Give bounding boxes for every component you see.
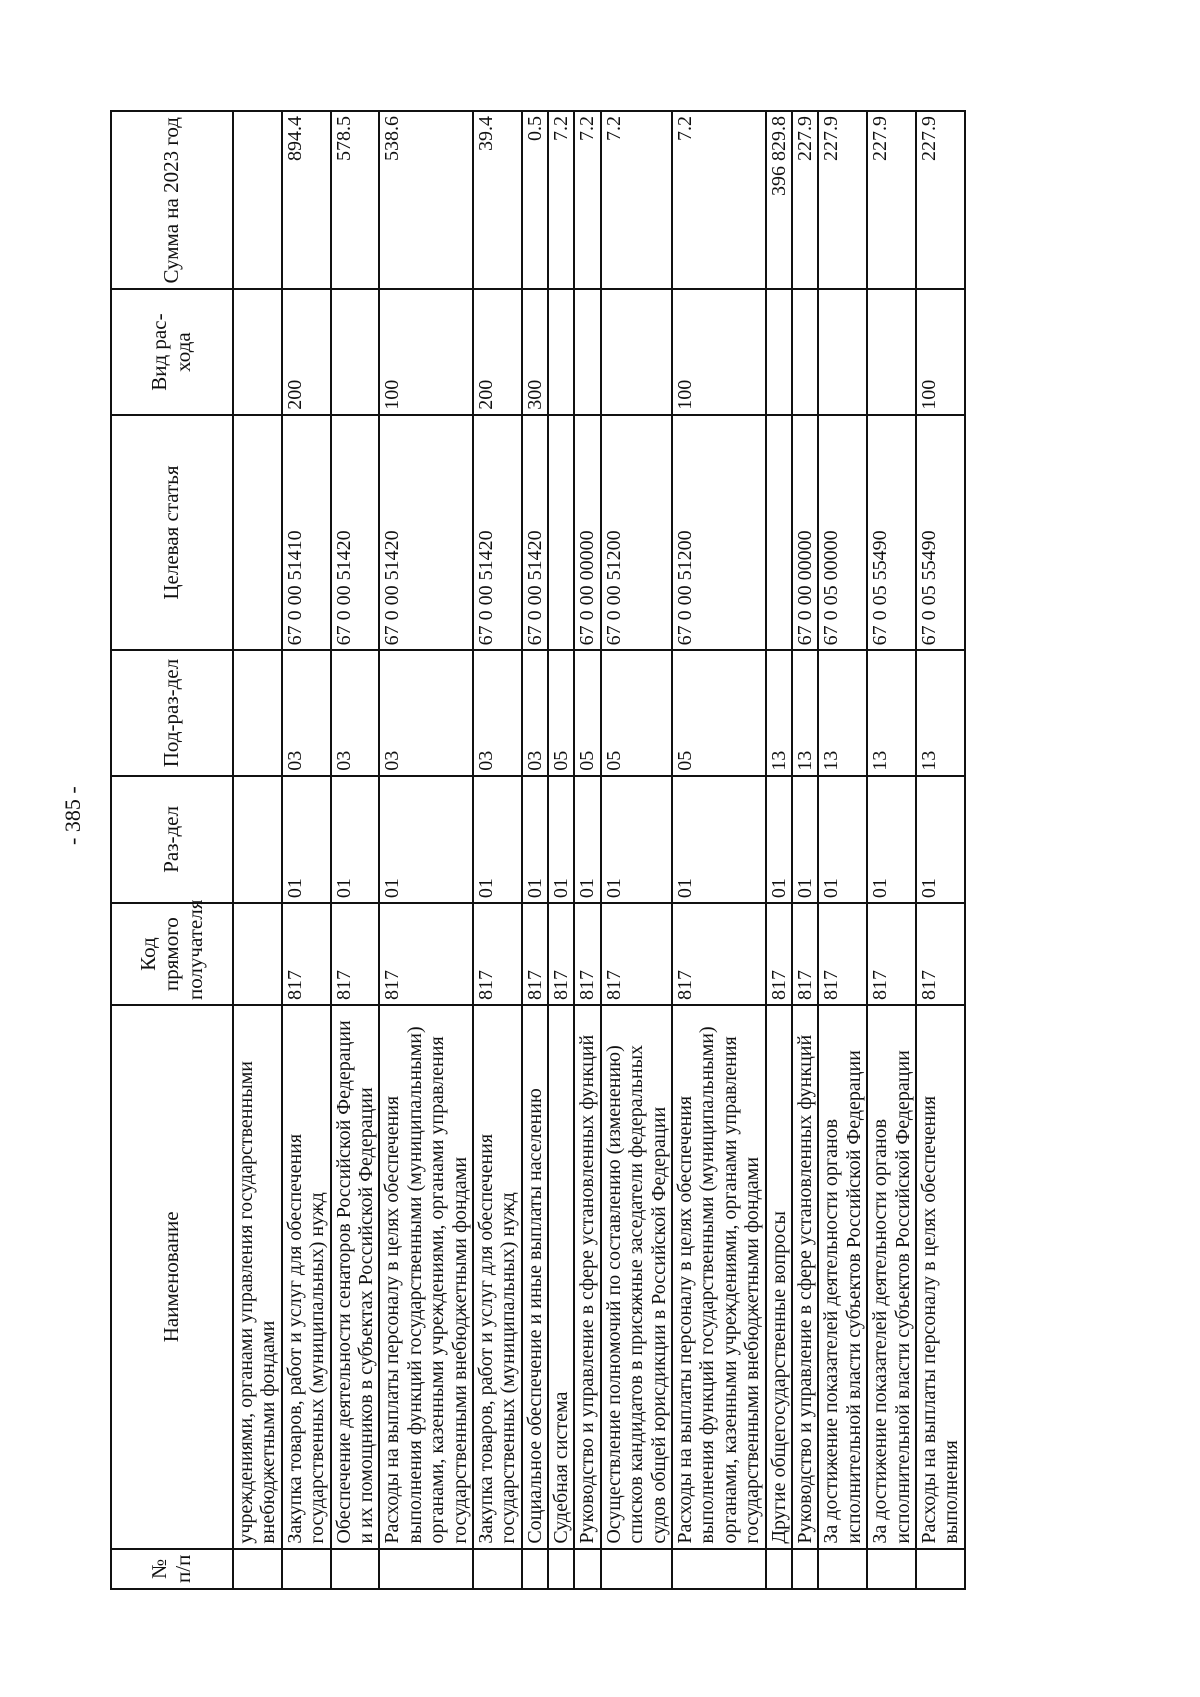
cell-sum: 227.9 — [792, 111, 818, 289]
cell-code: 817 — [282, 903, 331, 1005]
cell-name: За достижение показателей деятельности органов исполнительной власти субъектов Российской Федерации — [867, 1005, 916, 1549]
cell-vid: 200 — [473, 289, 522, 414]
cell-code: 817 — [379, 903, 473, 1005]
cell-razdel: 01 — [379, 776, 473, 903]
table-row — [574, 111, 600, 1589]
cell-vid — [818, 289, 867, 414]
cell-sum: 538.6 — [379, 111, 473, 289]
table-row — [473, 111, 522, 1589]
cell-num — [766, 1549, 792, 1589]
cell-sum: 227.9 — [916, 111, 965, 289]
table-row — [233, 111, 282, 1589]
table-row — [916, 111, 965, 1589]
cell-podrazdel: 05 — [601, 650, 672, 775]
cell-sum — [233, 111, 282, 289]
cell-article: 67 0 00 51410 — [282, 415, 331, 651]
cell-vid — [574, 289, 600, 414]
cell-article — [548, 415, 574, 651]
header-podrazdel: Под-раз-дел — [111, 650, 233, 775]
cell-podrazdel: 03 — [331, 650, 380, 775]
cell-name: Руководство и управление в сфере установленных функций — [792, 1005, 818, 1549]
cell-razdel: 01 — [282, 776, 331, 903]
cell-razdel: 01 — [331, 776, 380, 903]
cell-name: Осуществление полномочий по составлению (изменению) списков кандидатов в присяжные заседатели федеральных судов общей юрисдикции в Российской Федерации — [601, 1005, 672, 1549]
cell-num — [867, 1549, 916, 1589]
header-article: Целевая статья — [111, 415, 233, 651]
cell-code — [233, 903, 282, 1005]
cell-num — [792, 1549, 818, 1589]
cell-article: 67 0 00 51420 — [473, 415, 522, 651]
cell-sum: 227.9 — [867, 111, 916, 289]
cell-razdel: 01 — [473, 776, 522, 903]
cell-name: Расходы на выплаты персоналу в целях обеспечения выполнения — [916, 1005, 965, 1549]
cell-vid — [867, 289, 916, 414]
cell-code: 817 — [601, 903, 672, 1005]
cell-num — [672, 1549, 766, 1589]
cell-article: 67 0 00 51200 — [672, 415, 766, 651]
table-row — [601, 111, 672, 1589]
header-sum: Сумма на 2023 год — [111, 111, 233, 289]
cell-name: учреждениями, органами управления государственными внебюджетными фондами — [233, 1005, 282, 1549]
cell-vid — [233, 289, 282, 414]
table-row — [867, 111, 916, 1589]
cell-article — [233, 415, 282, 651]
cell-num — [233, 1549, 282, 1589]
cell-article: 67 0 05 55490 — [867, 415, 916, 651]
table-row — [672, 111, 766, 1589]
rotated-page-content — [110, 110, 1090, 1590]
cell-num — [331, 1549, 380, 1589]
cell-sum: 39.4 — [473, 111, 522, 289]
cell-razdel: 01 — [766, 776, 792, 903]
cell-podrazdel: 03 — [379, 650, 473, 775]
cell-sum: 578.5 — [331, 111, 380, 289]
cell-vid: 100 — [379, 289, 473, 414]
cell-num — [574, 1549, 600, 1589]
header-num: № п/п — [111, 1549, 233, 1589]
cell-num — [548, 1549, 574, 1589]
table-header-row — [111, 111, 233, 1589]
table-row — [548, 111, 574, 1589]
cell-vid — [601, 289, 672, 414]
table-row — [282, 111, 331, 1589]
cell-razdel: 01 — [522, 776, 548, 903]
cell-razdel: 01 — [867, 776, 916, 903]
cell-article: 67 0 00 51420 — [331, 415, 380, 651]
table-row — [766, 111, 792, 1589]
cell-num — [818, 1549, 867, 1589]
cell-podrazdel: 13 — [766, 650, 792, 775]
cell-name: Другие общегосударственные вопросы — [766, 1005, 792, 1549]
cell-code: 817 — [574, 903, 600, 1005]
cell-podrazdel — [233, 650, 282, 775]
cell-razdel: 01 — [792, 776, 818, 903]
cell-article: 67 0 00 51420 — [379, 415, 473, 651]
cell-razdel: 01 — [548, 776, 574, 903]
header-razdel: Раз-дел — [111, 776, 233, 903]
cell-name: Социальное обеспечение и иные выплаты населению — [522, 1005, 548, 1549]
cell-article — [766, 415, 792, 651]
cell-sum: 7.2 — [672, 111, 766, 289]
cell-code: 817 — [672, 903, 766, 1005]
cell-num — [473, 1549, 522, 1589]
cell-sum: 227.9 — [818, 111, 867, 289]
cell-code: 817 — [867, 903, 916, 1005]
cell-name: Расходы на выплаты персоналу в целях обеспечения выполнения функций государственными (муниципальными) органами, казенными учреждениями, органами управления государственными внебюджетными фондами — [379, 1005, 473, 1549]
cell-vid — [766, 289, 792, 414]
cell-podrazdel: 13 — [792, 650, 818, 775]
cell-article: 67 0 00 00000 — [792, 415, 818, 651]
cell-article: 67 0 00 51200 — [601, 415, 672, 651]
header-code: Код прямого получателя — [111, 903, 233, 1005]
cell-sum: 7.2 — [574, 111, 600, 289]
cell-vid: 100 — [672, 289, 766, 414]
table-row — [331, 111, 380, 1589]
cell-vid: 100 — [916, 289, 965, 414]
cell-podrazdel: 13 — [867, 650, 916, 775]
table-body — [233, 111, 965, 1589]
cell-code: 817 — [792, 903, 818, 1005]
cell-code: 817 — [522, 903, 548, 1005]
cell-razdel: 01 — [601, 776, 672, 903]
cell-sum: 396 829.8 — [766, 111, 792, 289]
cell-name: Расходы на выплаты персоналу в целях обеспечения выполнения функций государственными (муниципальными) органами, казенными учреждениями, органами управления государственными внебюджетными фондами — [672, 1005, 766, 1549]
cell-podrazdel: 05 — [574, 650, 600, 775]
cell-name: Закупка товаров, работ и услуг для обеспечения государственных (муниципальных) нужд — [473, 1005, 522, 1549]
cell-article: 67 0 00 51420 — [522, 415, 548, 651]
cell-code: 817 — [548, 903, 574, 1005]
cell-num — [916, 1549, 965, 1589]
cell-name: Судебная система — [548, 1005, 574, 1549]
table-row — [522, 111, 548, 1589]
cell-code: 817 — [916, 903, 965, 1005]
cell-vid — [548, 289, 574, 414]
cell-name: Руководство и управление в сфере установленных функций — [574, 1005, 600, 1549]
cell-code: 817 — [818, 903, 867, 1005]
cell-podrazdel: 03 — [473, 650, 522, 775]
page-number: - 385 - — [60, 786, 85, 845]
cell-razdel: 01 — [574, 776, 600, 903]
cell-razdel: 01 — [916, 776, 965, 903]
cell-name: За достижение показателей деятельности органов исполнительной власти субъектов Российской Федерации — [818, 1005, 867, 1549]
cell-podrazdel: 03 — [522, 650, 548, 775]
cell-name: Закупка товаров, работ и услуг для обеспечения государственных (муниципальных) нужд — [282, 1005, 331, 1549]
cell-name: Обеспечение деятельности сенаторов Российской Федерации и их помощников в субъектах Российской Федерации — [331, 1005, 380, 1549]
table-row — [792, 111, 818, 1589]
header-name: Наименование — [111, 1005, 233, 1549]
cell-sum: 7.2 — [548, 111, 574, 289]
cell-vid — [331, 289, 380, 414]
cell-razdel: 01 — [672, 776, 766, 903]
cell-podrazdel: 13 — [818, 650, 867, 775]
cell-vid: 300 — [522, 289, 548, 414]
cell-razdel: 01 — [818, 776, 867, 903]
cell-sum: 7.2 — [601, 111, 672, 289]
cell-code: 817 — [473, 903, 522, 1005]
cell-num — [522, 1549, 548, 1589]
cell-code: 817 — [331, 903, 380, 1005]
cell-vid — [792, 289, 818, 414]
table-row — [379, 111, 473, 1589]
cell-podrazdel: 03 — [282, 650, 331, 775]
cell-sum: 0.5 — [522, 111, 548, 289]
cell-article: 67 0 05 00000 — [818, 415, 867, 651]
cell-article: 67 0 05 55490 — [916, 415, 965, 651]
table-row — [818, 111, 867, 1589]
cell-vid: 200 — [282, 289, 331, 414]
cell-code: 817 — [766, 903, 792, 1005]
cell-num — [601, 1549, 672, 1589]
cell-article: 67 0 00 00000 — [574, 415, 600, 651]
cell-podrazdel: 05 — [672, 650, 766, 775]
cell-razdel — [233, 776, 282, 903]
header-vid: Вид рас-хода — [111, 289, 233, 414]
cell-podrazdel: 13 — [916, 650, 965, 775]
cell-sum: 894.4 — [282, 111, 331, 289]
cell-num — [282, 1549, 331, 1589]
cell-podrazdel: 05 — [548, 650, 574, 775]
cell-num — [379, 1549, 473, 1589]
budget-table — [110, 110, 966, 1590]
